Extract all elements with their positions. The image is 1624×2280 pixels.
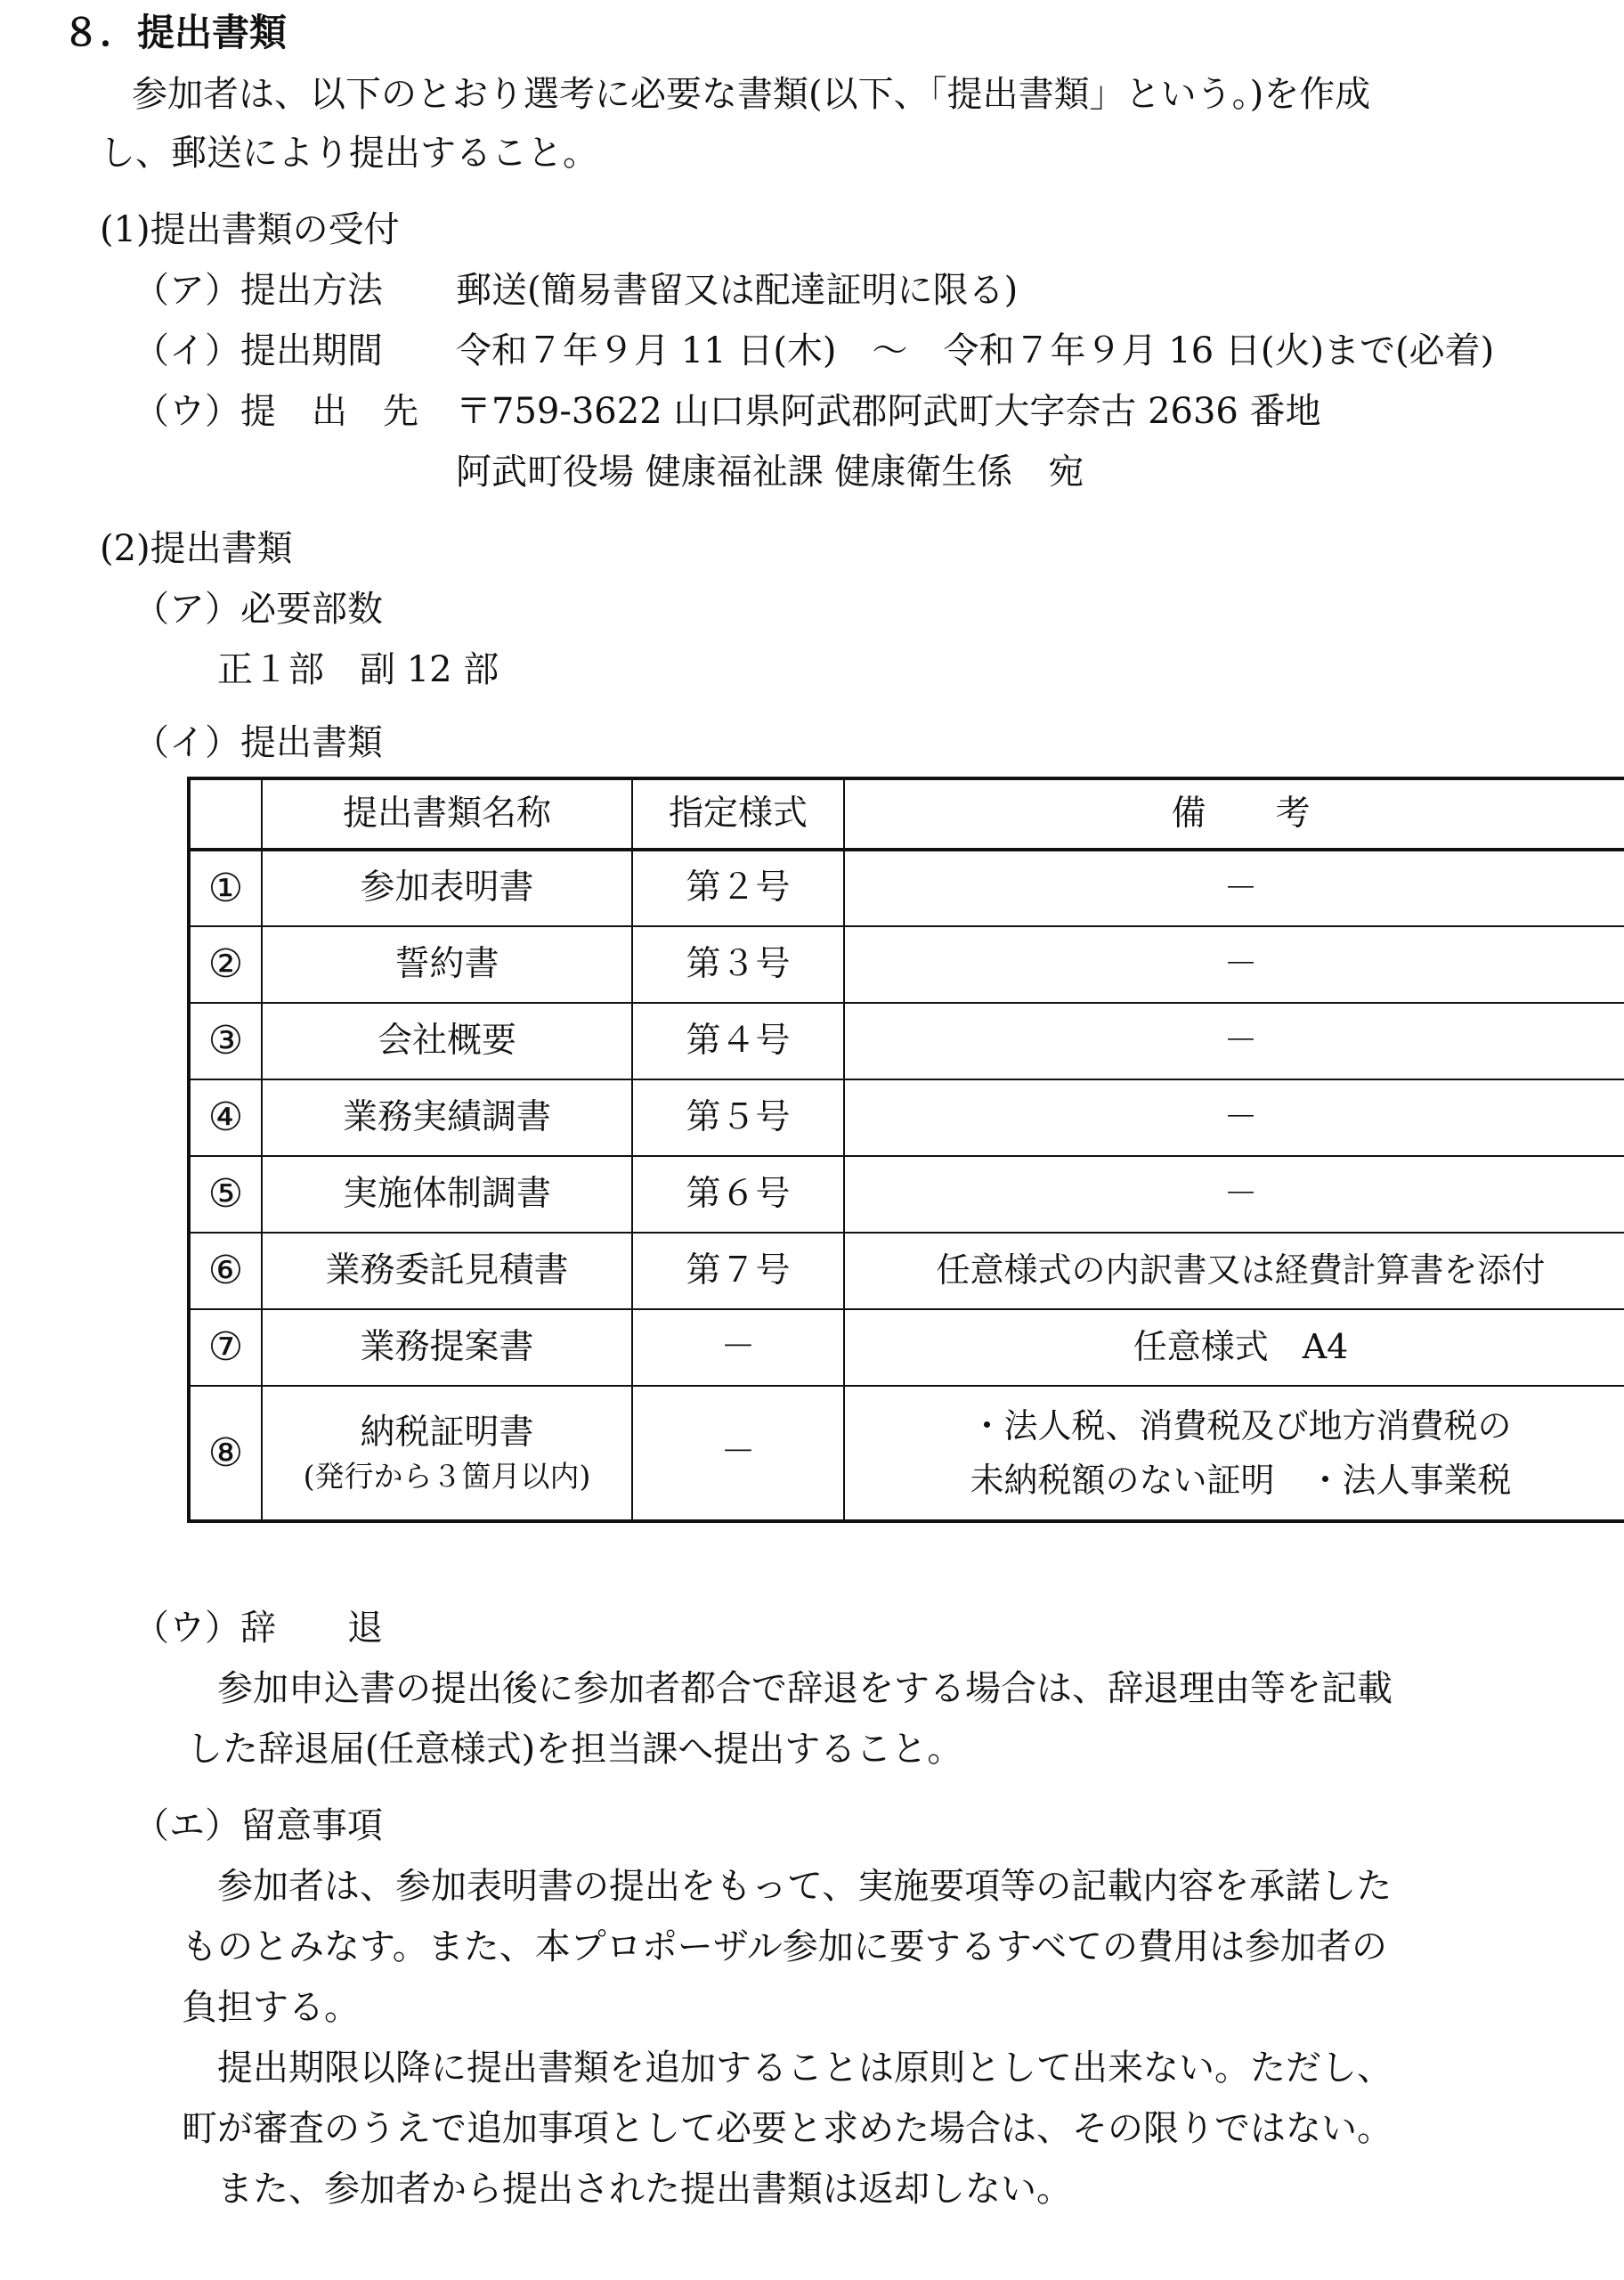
remarks: 任意様式の内訳書又は経費計算書を添付 bbox=[844, 1233, 1624, 1309]
row-number: ⑤ bbox=[189, 1156, 262, 1233]
withdrawal-label: （ウ）辞 退 bbox=[134, 1608, 383, 1649]
destination-label: （ウ）提 出 先 bbox=[134, 391, 418, 432]
form-number: 第２号 bbox=[632, 850, 844, 926]
period-label: （イ）提出期間 bbox=[134, 330, 383, 371]
section-heading: ８．提出書類 bbox=[62, 11, 288, 54]
header-number bbox=[189, 778, 262, 850]
row-number: ⑦ bbox=[189, 1309, 262, 1386]
form-number: 第４号 bbox=[632, 1003, 844, 1079]
method-label: （ア）提出方法 bbox=[134, 270, 383, 311]
document-name-main: 納税証明書 bbox=[360, 1412, 534, 1453]
document-name-note: (発行から３箇月以内) bbox=[303, 1458, 591, 1494]
remarks: － bbox=[844, 1003, 1624, 1079]
table-row bbox=[189, 1309, 1624, 1386]
documents-table bbox=[187, 777, 1624, 1523]
form-number: 第７号 bbox=[632, 1233, 844, 1309]
table-row bbox=[189, 1386, 1624, 1521]
document-name: 業務提案書 bbox=[262, 1309, 632, 1386]
notes-line-3: 負担する。 bbox=[182, 1987, 360, 2028]
table-row bbox=[189, 850, 1624, 926]
notes-line-5: 町が審査のうえで追加事項として必要と求めた場合は、その限りではない。 bbox=[182, 2108, 1393, 2149]
header-remarks: 備 考 bbox=[844, 778, 1624, 850]
reception-title: (1)提出書類の受付 bbox=[100, 209, 400, 250]
notes-line-2: ものとみなす。また、本プロポーザル参加に要するすべての費用は参加者の bbox=[182, 1926, 1387, 1967]
remarks: 任意様式 A4 bbox=[844, 1309, 1624, 1386]
notes-line-1: 参加者は、参加表明書の提出をもって、実施要項等の記載内容を承諾した bbox=[217, 1866, 1393, 1907]
method-value: 郵送(簡易書留又は配達証明に限る) bbox=[456, 270, 1019, 311]
row-number: ① bbox=[189, 850, 262, 926]
form-number: 第６号 bbox=[632, 1156, 844, 1233]
withdrawal-line-2: した辞退届(任意様式)を担当課へ提出すること。 bbox=[187, 1729, 963, 1770]
document-name: 業務委託見積書 bbox=[262, 1233, 632, 1309]
table-row bbox=[189, 1079, 1624, 1156]
row-number: ⑥ bbox=[189, 1233, 262, 1309]
copies-value: 正１部 副 12 部 bbox=[217, 649, 499, 690]
table-row bbox=[189, 926, 1624, 1003]
header-form: 指定様式 bbox=[632, 778, 844, 850]
remarks bbox=[844, 1386, 1624, 1521]
document-list-label: （イ）提出書類 bbox=[134, 722, 383, 763]
destination-office: 阿武町役場 健康福祉課 健康衛生係 宛 bbox=[456, 452, 1084, 493]
form-number: 第５号 bbox=[632, 1079, 844, 1156]
notes-line-6: また、参加者から提出された提出書類は返却しない。 bbox=[217, 2169, 1072, 2210]
row-number: ④ bbox=[189, 1079, 262, 1156]
form-number: － bbox=[632, 1309, 844, 1386]
table-header-row bbox=[189, 778, 1624, 850]
document-name: 業務実績調書 bbox=[262, 1079, 632, 1156]
destination-address: 〒759-3622 山口県阿武郡阿武町大字奈古 2636 番地 bbox=[456, 391, 1321, 432]
row-number: ⑧ bbox=[189, 1386, 262, 1521]
intro-line-2: し、郵送により提出すること。 bbox=[100, 133, 598, 174]
notes-label: （エ）留意事項 bbox=[134, 1805, 383, 1846]
header-document-name: 提出書類名称 bbox=[262, 778, 632, 850]
table-row bbox=[189, 1156, 1624, 1233]
form-number: － bbox=[632, 1386, 844, 1521]
remarks: － bbox=[844, 1156, 1624, 1233]
documents-title: (2)提出書類 bbox=[100, 528, 293, 569]
period-value: 令和７年９月 11 日(木) ～ 令和７年９月 16 日(火)まで(必着) bbox=[456, 330, 1495, 371]
document-name: 参加表明書 bbox=[262, 850, 632, 926]
remarks: － bbox=[844, 1079, 1624, 1156]
remarks-line-2: 未納税額のない証明 ・法人事業税 bbox=[970, 1460, 1512, 1500]
document-name bbox=[262, 1386, 632, 1521]
table-row bbox=[189, 1003, 1624, 1079]
copies-label: （ア）必要部数 bbox=[134, 589, 383, 630]
form-number: 第３号 bbox=[632, 926, 844, 1003]
document-name: 誓約書 bbox=[262, 926, 632, 1003]
document-name: 実施体制調書 bbox=[262, 1156, 632, 1233]
remarks: － bbox=[844, 850, 1624, 926]
document-name: 会社概要 bbox=[262, 1003, 632, 1079]
table-row bbox=[189, 1233, 1624, 1309]
remarks-line-1: ・法人税、消費税及び地方消費税の bbox=[970, 1405, 1512, 1445]
row-number: ③ bbox=[189, 1003, 262, 1079]
withdrawal-line-1: 参加申込書の提出後に参加者都合で辞退をする場合は、辞退理由等を記載 bbox=[217, 1668, 1393, 1709]
row-number: ② bbox=[189, 926, 262, 1003]
intro-line-1: 参加者は、以下のとおり選考に必要な書類(以下、「提出書類」という。)を作成 bbox=[132, 74, 1371, 115]
remarks: － bbox=[844, 926, 1624, 1003]
notes-line-4: 提出期限以降に提出書類を追加することは原則として出来ない。ただし、 bbox=[217, 2048, 1393, 2089]
